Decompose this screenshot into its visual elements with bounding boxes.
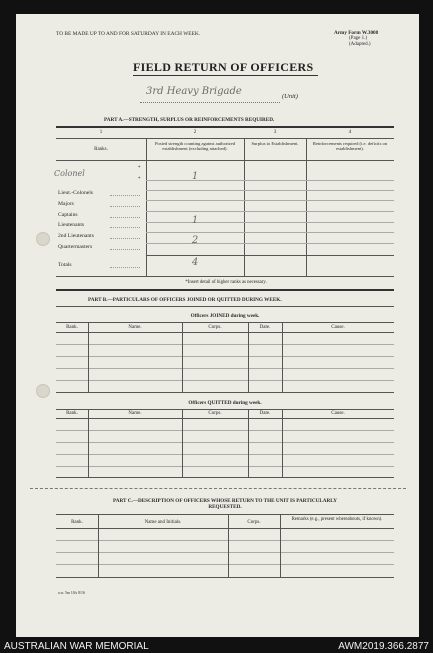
row-mark: * — [138, 177, 141, 182]
col-number: 3 — [273, 130, 277, 135]
part-c-heading-2: REQUESTED. — [208, 504, 242, 510]
form-adapted: (Adapted.) — [349, 42, 371, 47]
quitted-col-name: Name. — [128, 411, 142, 416]
col-number: 1 — [99, 130, 103, 135]
row-mark: * — [138, 166, 141, 171]
posted-value: 1 — [191, 215, 199, 226]
part-a-heading: PART A.—STRENGTH, SURPLUS OR REINFORCEMENTS REQUIRED. — [104, 117, 275, 123]
partc-col-remarks: Remarks (e.g., present whereabouts, if known). — [291, 517, 383, 522]
totals-value: 4 — [191, 257, 199, 268]
joined-title: Officers JOINED during week. — [190, 313, 260, 319]
form-page: (Page 1.) — [349, 36, 368, 41]
col-header-ranks: Ranks. — [94, 147, 108, 152]
joined-col-corps: Corps. — [208, 325, 222, 330]
totals-label: Totals — [58, 262, 72, 268]
col-number: 4 — [348, 130, 352, 135]
quitted-col-cause: Cause. — [331, 411, 345, 416]
unit-label: (Unit) — [282, 93, 298, 100]
part-c-heading-1: PART C.—DESCRIPTION OF OFFICERS WHOSE RETURN TO THE UNIT IS PARTICULARLY — [112, 498, 338, 504]
form-sheet — [16, 14, 419, 637]
footer-right-text: AWM2019.366.2877 — [338, 641, 429, 652]
form-title: FIELD RETURN OF OFFICERS — [133, 60, 314, 74]
punch-hole — [36, 384, 50, 398]
form-number: Army Form W.3008 — [334, 30, 379, 36]
col-header-reinforcements: Reinforcements required (i.e. deficits on establishment). — [312, 141, 388, 151]
quitted-col-rank: Rank. — [66, 411, 78, 416]
punch-hole — [36, 232, 50, 246]
print-code: a.w. 5m 10/s 8/16 — [58, 591, 85, 595]
quitted-title: Officers QUITTED during week. — [188, 400, 262, 406]
rank-label: 2nd Lieutenants — [58, 233, 94, 239]
rank-label: Lieut.-Colonels — [58, 190, 93, 196]
archive-footer — [0, 638, 433, 653]
partc-col-rank: Rank. — [71, 520, 83, 525]
joined-col-rank: Rank. — [66, 325, 78, 330]
quitted-col-corps: Corps. — [208, 411, 222, 416]
joined-col-date: Date. — [259, 325, 271, 330]
rank-label: Majors — [58, 201, 74, 207]
col-number: 2 — [193, 130, 197, 135]
instruction-text: TO BE MADE UP TO AND FOR SATURDAY IN EACH WEEK. — [56, 31, 201, 37]
col-header-posted: Posted strength counting against authorized establishment (excluding attached). — [154, 141, 236, 151]
rank-label: Lieutenants — [58, 222, 85, 228]
partc-col-corps: Corps. — [247, 520, 261, 525]
rank-label: Quartermasters — [58, 244, 93, 250]
col-header-surplus: Surplus to Establishment. — [251, 141, 299, 146]
posted-value: 2 — [191, 235, 199, 246]
joined-col-name: Name. — [128, 325, 142, 330]
rank-label: Captains — [58, 212, 78, 218]
footnote: *Insert detail of higher ranks as necessary. — [185, 280, 267, 285]
posted-value: 1 — [191, 171, 199, 182]
part-b-heading: PART B.—PARTICULARS OF OFFICERS JOINED OR QUITTED DURING WEEK. — [88, 297, 282, 303]
partc-col-name: Name and Initials. — [144, 520, 182, 525]
joined-col-cause: Cause. — [331, 325, 345, 330]
footer-left-text: AUSTRALIAN WAR MEMORIAL — [4, 641, 149, 652]
quitted-col-date: Date. — [259, 411, 271, 416]
unit-handwritten: 3rd Heavy Brigade — [146, 86, 242, 97]
rank-handwritten: Colonel — [54, 169, 85, 178]
